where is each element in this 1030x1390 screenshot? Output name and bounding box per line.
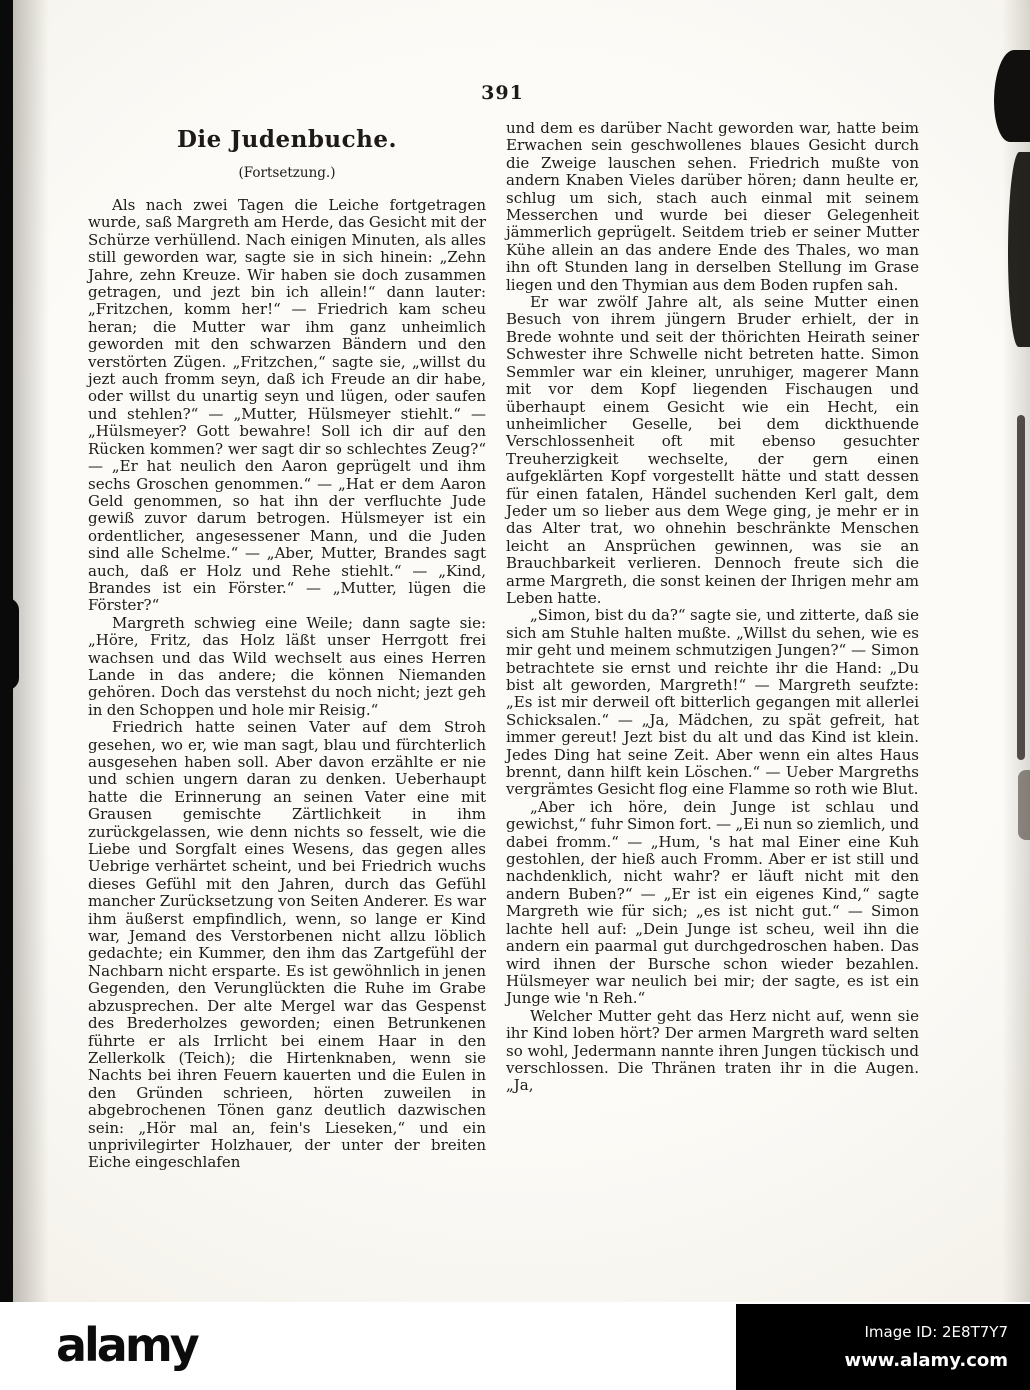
- image-id-text: Image ID: 2E8T7Y7: [864, 1323, 1008, 1341]
- scan-artifact: [994, 50, 1030, 142]
- alamy-url-text: www.alamy.com: [844, 1350, 1008, 1371]
- scan-edge-blot: [0, 598, 19, 690]
- page-number: 391: [481, 82, 524, 104]
- paragraph: „Aber ich höre, dein Junge ist schlau und gewichst,“ fuhr Simon fort. — „Ei nun so ziemlich, und dabei fromm.“ — „Hum, 's hat mal Einer eine Kuh gestohlen, der hieß auch Fromm. Aber er ist still und nachdenklich, nicht wahr? er läuft nicht mit den andern Buben?“ — „Er ist ein eigenes Kind,“ sagte Margreth wie für sich; „es ist nicht gut.“ — Simon lachte hell auf: „Dein Junge ist scheu, weil ihn die andern ein paarmal gut durchgedroschen haben. Das wird ihnen der Bursche schon wieder bezahlen. Hülsmeyer war neulich bei mir; der sagte, es ist ein Junge wie 'n Reh.“: [506, 797, 919, 1008]
- scan-artifact: [1017, 415, 1025, 760]
- right-column-text: [506, 120, 919, 1095]
- paragraph: Als nach zwei Tagen die Leiche fortgetragen wurde, saß Margreth am Herde, das Gesicht mit der Schürze verhüllend. Nach einigen Minuten, als alles still geworden war, sagte sie in sich hinein: „Zehn Jahre, zehn Kreuze. Wir haben sie doch zusammen getragen, und jezt bin ich allein!“ dann lauter: „Fritzchen, komm her!“ — Friedrich kam scheu heran; die Mutter war ihm ganz unheimlich geworden mit den schwarzen Bändern und den verstörten Zügen. „Fritzchen,“ sagte sie, „willst du jezt auch fromm seyn, daß ich Freude an dir habe, oder willst du unartig seyn und lügen, oder saufen und stehlen?“ — „Mutter, Hülsmeyer stiehlt.“ — „Hülsmeyer? Gott bewahre! Soll ich dir auf den Rücken kommen? wer sagt dir so schlechtes Zeug?“ — „Er hat neulich den Aaron geprügelt und ihm sechs Groschen genommen.“ — „Hat er dem Aaron Geld genommen, so hat ihn der verfluchte Jude gewiß zuvor darum betrogen. Hülsmeyer ist ein ordentlicher, angesessener Mann, und die Juden sind alle Schelme.“ — „Aber, Mutter, Brandes sagt auch, daß er Holz und Rehe stiehlt.“ — „Kind, Brandes ist ein Förster.“ — „Mutter, lügen die Förster?“: [88, 196, 486, 615]
- story-title: Die Judenbuche.: [176, 126, 398, 153]
- story-subtitle: (Fortsetzung.): [238, 165, 336, 181]
- scan-artifact: [1008, 152, 1030, 347]
- watermark-footer: [0, 1302, 1030, 1390]
- scan-artifact: [1018, 770, 1030, 840]
- right-column: [506, 120, 919, 1095]
- image-id-box: [736, 1304, 1030, 1390]
- paragraph: und dem es darüber Nacht geworden war, hatte beim Erwachen sein geschwollenes blaues Gesicht durch die Zweige lauschen sehen. Friedrich mußte von andern Knaben Vieles darüber hören; dann heulte er, schlug um sich, stach auch einmal mit seinem Messerchen und wurde bei dieser Gelegenheit jämmerlich geprügelt. Seitdem trieb er seiner Mutter Kühe allein an das andere Ende des Thales, wo man ihn oft Stunden lang in derselben Stellung im Grase liegen und den Thymian aus dem Boden rupfen sah.: [506, 119, 919, 294]
- alamy-logo: alamy: [56, 1318, 197, 1372]
- left-column: [88, 126, 486, 1172]
- paragraph: „Simon, bist du da?“ sagte sie, und zitterte, daß sie sich am Stuhle halten mußte. „Willst du sehen, wie es mir geht und meinem schmutzigen Jungen?“ — Simon betrachtete sie ernst und reichte ihr die Hand: „Du bist alt geworden, Margreth!“ — Margreth seufzte: „Es ist mir derweil oft bitterlich gegangen mit allerlei Schicksalen.“ — „Ja, Mädchen, zu spät gefreit, hat immer gereut! Jezt bist du alt und das Kind ist klein. Jedes Ding hat seine Zeit. Aber wenn ein altes Haus brennt, dann hilft kein Löschen.“ — Ueber Margreths vergrämtes Gesicht flog eine Flamme so roth wie Blut.: [506, 606, 919, 799]
- paragraph: Er war zwölf Jahre alt, als seine Mutter einen Besuch von ihrem jüngern Bruder erhielt, der in Brede wohnte und seit der thörichten Heirath seiner Schwester ihre Schwelle nicht betreten hatte. Simon Semmler war ein kleiner, unruhiger, magerer Mann mit vor dem Kopf liegenden Fischaugen und überhaupt einem Gesicht wie ein Hecht, ein unheimlicher Geselle, bei dem dickthuende Verschlossenheit oft mit ebenso gesuchter Treuherzigkeit wechselte, der gern einen aufgeklärten Kopf vorgestellt hätte und statt dessen für einen fatalen, Händel suchenden Kerl galt, dem Jeder um so lieber aus dem Wege ging, je mehr er in das Alter trat, wo ohnehin beschränkte Menschen leicht an Ansprüchen gewinnen, was sie an Brauchbarkeit verlieren. Dennoch freute sich die arme Margreth, die sonst keinen der Ihrigen mehr am Leben hatte.: [506, 293, 919, 607]
- paragraph: Welcher Mutter geht das Herz nicht auf, wenn sie ihr Kind loben hört? Der armen Margreth ward selten so wohl, Jedermann nannte ihren Jungen tückisch und verschlossen. Die Thränen traten ihr in die Augen. „Ja,: [506, 1006, 919, 1095]
- paragraph: Friedrich hatte seinen Vater auf dem Stroh gesehen, wo er, wie man sagt, blau und fürchterlich ausgesehen haben soll. Aber davon erzählte er nie und schien ungern daran zu denken. Ueberhaupt hatte die Erinnerung an seinen Vater eine mit Grausen gemischte Zärtlichkeit in ihm zurückgelassen, wie denn nichts so fesselt, wie die Liebe und Sorgfalt eines Wesens, das gegen alles Uebrige verhärtet scheint, und bei Friedrich wuchs dieses Gefühl mit den Jahren, durch das Gefühl mancher Zurücksetzung von Seiten Anderer. Es war ihm äußerst empfindlich, wenn, so lange er Kind war, Jemand des Verstorbenen nicht allzu löblich gedachte; ein Kummer, den ihm das Zartgefühl der Nachbarn nicht ersparte. Es ist gewöhnlich in jenen Gegenden, den Verunglückten die Ruhe im Grabe abzusprechen. Der alte Mergel war das Gespenst des Brederholzes geworden; einen Betrunkenen führte er als Irrlicht bei einem Haar in den Zellerkolk (Teich); die Hirtenknaben, wenn sie Nachts bei ihren Feuern kauerten und die Eulen in den Gründen schrieen, hörten zuweilen in abgebrochenen Tönen ganz deutlich dazwischen sein: „Hör mal an, fein's Lieseken,“ und ein unprivilegirter Holzhauer, der unter der breiten Eiche eingeschlafen: [88, 718, 486, 1172]
- paragraph: Margreth schwieg eine Weile; dann sagte sie: „Höre, Fritz, das Holz läßt unser Herrgott frei wachsen und das Wild wechselt aus eines Herren Lande in das andere; die können Niemanden gehören. Doch das verstehst du noch nicht; jezt geh in den Schoppen und hole mir Reisig.“: [88, 613, 486, 719]
- left-column-text: [88, 197, 486, 1172]
